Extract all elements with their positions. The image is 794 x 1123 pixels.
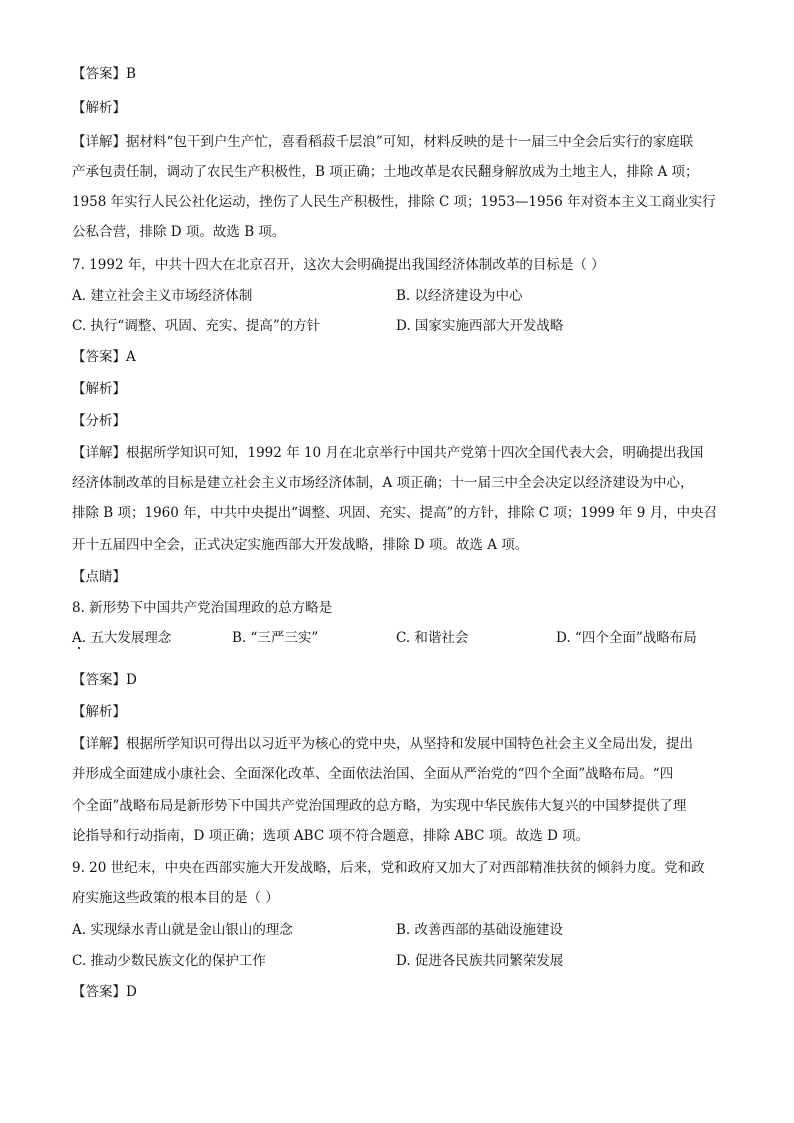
q8-detail-line-3: 个全面”战略布局是新形势下中国共产党治国理政的总方略，为实现中华民族伟大复兴的中国梦提供了理 (72, 798, 687, 814)
q8-answer-line (72, 670, 732, 690)
q8-analysis-label: 【解析】 (72, 704, 126, 720)
answer-value: D (126, 672, 137, 688)
detail-text: 据材料“包干到户生产忙，喜看稻菽千层浪”可知，材料反映的是十一届三中全会后实行的家庭联 (126, 134, 694, 150)
q8-option-b: B. “三严三实” (232, 630, 319, 646)
answer-label: 【答案】 (72, 66, 126, 82)
q9-option-c: C. 推动少数民族文化的保护工作 (72, 953, 266, 969)
q8-detail-line-4: 论指导和行动指南，D 项正确；选项 ABC 项不符合题意，排除 ABC 项。故选 D 项。 (72, 828, 590, 844)
q7-option-d: D. 国家实施西部大开发战略 (396, 318, 564, 334)
q6-detail-line-1 (72, 132, 732, 152)
answer-label: 【答案】 (72, 984, 126, 1000)
q7-option-a: A. 建立社会主义市场经济体制 (72, 288, 253, 304)
q9-option-b: B. 改善西部的基础设施建设 (396, 922, 564, 938)
q6-detail-line-2: 产承包责任制，调动了农民生产积极性，B 项正确；土地改革是农民翻身解放成为土地主人，排除 A 项； (72, 164, 699, 180)
q8-stem: 8. 新形势下中国共产党治国理政的总方略是 (72, 600, 333, 616)
q9-stem-line-1: 9. 20 世纪末，中央在西部实施大开发战略，后来，党和政府又加大了对西部精准扶贫的倾斜力度。党和政 (72, 860, 705, 876)
q6-detail-line-4: 公私合营，排除 D 项。故选 B 项。 (72, 224, 286, 240)
q7-fenxi-label: 【分析】 (72, 413, 126, 429)
q7-dianjing-label: 【点睛】 (72, 569, 126, 585)
q7-detail-line-1 (72, 443, 732, 463)
answer-label: 【答案】 (72, 672, 126, 688)
q7-detail-line-3: 排除 B 项；1960 年，中共中央提出“调整、巩固、充实、提高”的方针，排除 C 项；1999 年 9 月，中央召 (72, 505, 718, 521)
q8-detail-line-2: 并形成全面建成小康社会、全面深化改革、全面依法治国、全面从严治党的“四个全面”战略布局。“四 (72, 766, 674, 782)
q9-stem-line-2: 府实施这些政策的根本目的是（ ） (72, 890, 279, 906)
detail-label: 【详解】 (72, 445, 126, 461)
answer-value: A (126, 349, 136, 365)
q7-option-c: C. 执行“调整、巩固、充实、提高”的方针 (72, 318, 321, 334)
detail-label: 【详解】 (72, 134, 126, 150)
q8-option-c: C. 和谐社会 (396, 630, 469, 646)
q6-answer-line (72, 64, 732, 84)
q7-answer-line (72, 347, 732, 367)
detail-text: 根据所学知识可得出以习近平为核心的党中央，从坚持和发展中国特色社会主义全局出发，提出 (126, 736, 693, 752)
q7-stem: 7. 1992 年，中共十四大在北京召开，这次大会明确提出我国经济体制改革的目标是（ ） (72, 257, 605, 273)
q6-detail-line-3: 1958 年实行人民公社化运动，挫伤了人民生产积极性，排除 C 项；1953—1956 年对资本主义工商业实行 (72, 194, 716, 210)
q7-option-b: B. 以经济建设为中心 (396, 288, 523, 304)
q9-option-a: A. 实现绿水青山就是金山银山的理念 (72, 922, 293, 938)
q9-option-d: D. 促进各民族共同繁荣发展 (396, 953, 564, 969)
stray-dot-mark (78, 647, 80, 649)
q8-option-a: A. 五大发展理念 (72, 630, 172, 646)
detail-text: 根据所学知识可知，1992 年 10 月在北京举行中国共产党第十四次全国代表大会，明确提出我国 (126, 445, 704, 461)
answer-label: 【答案】 (72, 349, 126, 365)
q7-detail-line-2: 经济体制改革的目标是建立社会主义市场经济体制，A 项正确；十一届三中全会决定以经济建设为中心， (72, 475, 694, 491)
answer-value: D (126, 984, 137, 1000)
q8-detail-line-1 (72, 734, 732, 754)
q7-analysis-label: 【解析】 (72, 381, 126, 397)
detail-label: 【详解】 (72, 736, 126, 752)
q6-analysis-label: 【解析】 (72, 100, 126, 116)
q8-option-d: D. “四个全面”战略布局 (556, 630, 697, 646)
answer-value: B (126, 66, 136, 82)
q9-answer-line (72, 982, 732, 1002)
q7-detail-line-4: 开十五届四中全会，正式决定实施西部大开发战略，排除 D 项。故选 A 项。 (72, 537, 529, 553)
